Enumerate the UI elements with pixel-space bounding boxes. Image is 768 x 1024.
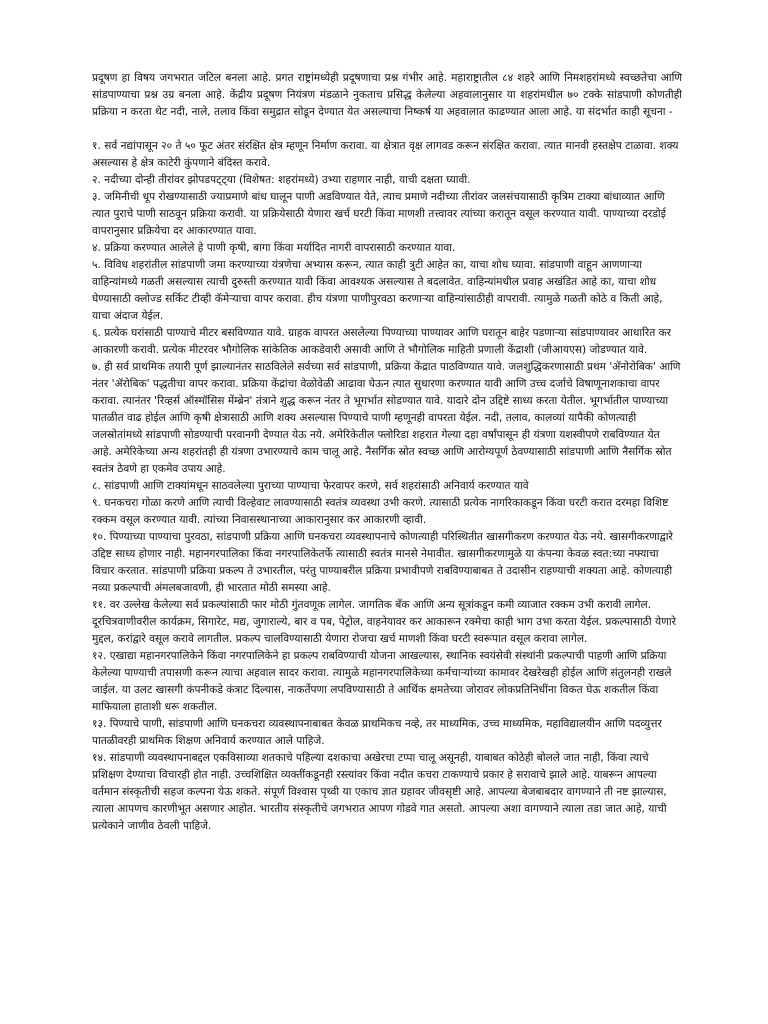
suggestion-item: १०. पिण्याच्या पाण्याचा पुरवठा, सांडपाणी प्रक्रिया आणि घनकचरा व्यवस्थापनाचे कोणत्याही परिस्थितीत खासगीकरण करण्यात येऊ नये. खासगीकरणाद्वारे उद्दिष्ट साध्य होणार नाही. महानगरपालिका किंवा नगरपालिकेतर्फे त्यासाठी स्वतंत्र मानसे नेमावीत. खासगीकरणामुळे या कंपन्या केवळ स्वत:च्या नफ्याचा विचार करतात. सांडपाणी प्रक्रिया प्रकल्प ते उभारतील, परंतु पाण्याबरील प्रक्रिया प्रभावीपणे राबविण्याबाबत ते उदासीन राहण्याची शक्यता आहे. कोणत्याही नव्या प्रकल्पाची अंमलबजावणी, ही भारतात मोठी समस्या आहे. [92,531,673,594]
suggestion-item: ८. सांडपाणी आणि टाक्यांमधून साठवलेल्या पुराच्या पाण्याचा फेरवापर करणे, सर्व शहरांसाठी अनिवार्य करण्यात यावे [92,480,529,492]
suggestion-item: १३. पिण्याचे पाणी, सांडपाणी आणि घनकचरा व्यवस्थापनाबाबत केवळ प्राथमिकच नव्हे, तर माध्यमिक, उच्च माध्यमिक, महाविद्यालयीन आणि पदव्युत्तर पातळीवरही प्राथमिक शिक्षण अनिवार्य करण्यात आले पाहिजे. [92,718,662,747]
document-page [92,70,682,835]
suggestion-item: ६. प्रत्येक घरांसाठी पाण्याचे मीटर बसविण्यात यावे. ग्राहक वापरत असलेल्या पिण्याच्या पाण्यावर आणि घरातून बाहेर पडणाऱ्या सांडपाण्यावर आधारित कर आकारणी करावी. प्रत्येक मीटरवर भौगोलिक सांकेतिक आकडेवारी असावी आणि ते भौगोलिक माहिती प्रणाली केंद्राशी (जीआयएस) जोडण्यात यावे. [92,327,672,356]
suggestion-item: १४. सांडपाणी व्यवस्थापनाबद्दल एकविसाव्या शतकाचे पहिल्या दशकाचा अखेरचा टप्पा चालू असूनही, याबाबत कोठेही बोलले जात नाही, किंवा त्याचे प्रशिक्षण देण्याचा विचारही होत नाही. उच्चशिक्षित व्यक्तींकडूनही रस्त्यांवर किंवा नदीत कचरा टाकण्याचे प्रकार हे सरावाचे झाले आहे. याबरून आपल्या वर्तमान संस्कृतीची सहज कल्पना येऊ शकते. संपूर्ण विश्वास पृथ्वी या एकाच ज्ञात ग्रहावर जीवसृष्टी आहे. आपल्या बेजबाबदार वागण्याने ती नष्ट झाल्यास, त्याला आपणच कारणीभूत असणार आहोत. भारतीय संस्कृतीचे जगभरात आपण गोडवे गात असतो. आपल्या अशा वागण्याने त्याला तडा जात आहे, याची प्रत्येकाने जाणीव ठेवली पाहिजे. [92,752,667,832]
suggestion-item: ३. जमिनीची धूप रोखण्यासाठी ज्याप्रमाणे बांध घालून पाणी अडविण्यात येते, त्याच प्रमाणे नदीच्या तीरांवर जलसंचयासाठी कृत्रिम टाक्या बांधाव्यात आणि त्यात पुराचे पाणी साठवून प्रक्रिया करावी. या प्रक्रियेसाठी येणारा खर्च घरटी किंवा माणशी तत्त्वावर त्यांच्या करातून वसूल करण्यात यावी. पाण्याच्या दरडोई वापरानुसार प्रक्रियेचा दर आकारण्यात यावा. [92,191,666,237]
suggestions-list [92,138,682,835]
suggestion-item: ७. ही सर्व प्राथमिक तयारी पूर्ण झाल्यानंतर साठविलेले सर्वच्या सर्व सांडपाणी, प्रक्रिया केंद्रात पाठविण्यात यावे. जलशुद्धिकरणासाठी प्रथम 'ॲनोरोबिक' आणि नंतर 'ॲरोबिक' पद्धतीचा वापर करावा. प्रक्रिया केंद्रांचा वेळोवेळी आढावा घेऊन त्यात सुधारणा करण्यात यावी आणि उच्च दर्जाचे विषाणूनाशकाचा वापर करावा. त्यानंतर 'रिव्हर्स ऑस्मॉसिस मेंम्ब्रेन' तंत्राने शुद्ध करून नंतर ते भूगर्भात सोडण्यात यावे. यादारे दोन उद्दिष्टे साध्य करता येतील. भूगर्भातील पाण्याच्या पातळीत वाढ होईल आणि कृषी क्षेत्रासाठी आणि शक्य असल्यास पिण्याचे पाणी म्हणूनही वापरता येईल. नदी, तलाव, कालव्यां यापैकी कोणत्याही जलस्रोतांमध्ये सांडपाणी सोडण्याची परवानगी देण्यात येऊ नये. अमेरिकेतील फ्लोरिडा शहरात गेल्या दहा वर्षांपासून ही यंत्रणा यशस्वीपणे राबविण्यात येत आहे. अमेरिकेच्या अन्य शहरांतही ही यंत्रणा उभारण्याचे काम चालू आहे. नैसर्गिक स्रोत स्वच्छ आणि आरोग्यपूर्ण ठेवण्यासाठी सांडपाणी आणि नैसर्गिक स्रोत स्वतंत्र ठेवणे हा एकमेव उपाय आहे. [92,361,681,475]
suggestion-item: १२. एखाद्या महानगरपालिकेने किंवा नगरपालिकेने हा प्रकल्प राबविण्याची योजना आखल्यास, स्थानिक स्वयंसेवी संस्थांनी प्रकल्पाची पाहणी आणि प्रक्रिया केलेल्या पाण्याची तपासणी करून त्याचा अहवाल सादर करावा. त्यामुळे महानगरपालिकेच्या कर्मचाऱ्यांच्या कामावर देखरेखही होईल आणि संतुलनही राखले जाईल. या उलट खासगी कंपनीकडे कंत्राट दिल्यास, नाकर्तेपणा लपविण्यासाठी ते आर्थिक क्षमतेच्या जोरावर लोकप्रतिनिधींना विकत घेऊ शकतील किंवा माफियाला हाताशी धरू शकतील. [92,650,672,713]
intro-paragraph: प्रदूषण हा विषय जगभरात जटिल बनला आहे. प्रगत राष्ट्रांमध्येही प्रदूषणाचा प्रश्न गंभीर आहे. महाराष्ट्रातील ८४ शहरे आणि निमशहरांमध्ये स्वच्छतेचा आणि सांडपाण्याचा प्रश्न उग्र बनला आहे. केंद्रीय प्रदूषण नियंत्रण मंडळाने नुकताच प्रसिद्ध केलेल्या अहवालानुसार या शहरांमधील ७० टक्के सांडपाणी कोणतीही प्रक्रिया न करता थेट नदी, नाले, तलाव किंवा समुद्रात सोडून देण्यात येत असल्याचा निष्कर्ष या अहवालात काढण्यात आला आहे. या संदर्भात काही सूचना - [92,72,682,118]
suggestion-item: ९. घनकचरा गोळा करणे आणि त्याची विल्हेवाट लावण्यासाठी स्वतंत्र व्यवस्था उभी करणे. त्यासाठी प्रत्येक नागरिकाकडून किंवा घरटी करात दरमहा विशिष्ट रक्कम वसूल करण्यात यावी. त्यांच्या निवासस्थानाच्या आकारानुसार कर आकारणी व्हावी. [92,497,669,526]
suggestion-item: २. नदीच्या दोन्ही तीरांवर झोपडपट्ट्या (विशेषत: शहरांमध्ये) उभ्या राहणार नाही, याची दक्षता घ्यावी. [92,174,471,186]
suggestion-item: ११. वर उल्लेख केलेल्या सर्व प्रकल्पांसाठी फार मोठी गुंतवणूक लागेल. जागतिक बँक आणि अन्य सूत्रांकडून कमी व्याजात रक्कम उभी करावी लागेल. दूरचित्रवाणीवरील कार्यक्रम, सिगारेट, मद्य, जुगाराल्ये, बार व पब, पेट्रोल, वाहनेयावर कर आकारून रक्मेचा काही भाग उभा करता येईल. प्रकल्पासाठी येणारे मुद्दल, करांद्वारे वसूल करावे लागतील. प्रकल्प चालविण्यासाठी येणारा रोजचा खर्च माणशी किंवा घरटी स्वरूपात वसूल करावा लागेल. [92,599,676,645]
suggestion-item: ५. विविध शहरांतील सांडपाणी जमा करण्याच्या यंत्रणेचा अभ्यास करून, त्यात काही त्रुटी आहेत का, याचा शोध घ्यावा. सांडपाणी वाहून आणणाऱ्या वाहिन्यांमध्ये गळती असल्यास त्याची दुरुस्ती करण्यात यावी किंवा आवश्यक असल्यास ते बदलावेत. वाहिन्यांमधील प्रवाह अखंडित आहे का, याचा शोध घेण्यासाठी क्लोज्ड सर्किट टीव्ही कॅमेऱ्याचा वापर करावा. हीच यंत्रणा पाणीपुरवठा करणाऱ्या वाहिन्यांसाठीही वापरावी. त्यामुळे गळती कोठे व किती आहे, याचा अंदाज येईल. [92,259,663,322]
suggestion-item: १. सर्व नद्यांपासून २० ते ५० फूट अंतर संरक्षित क्षेत्र म्हणून निर्माण करावा. या क्षेत्रात वृक्ष लागवड करून संरक्षित करावा. त्यात मानवी हस्तक्षेप टाळावा. शक्य असल्यास हे क्षेत्र काटेरी कुंपणाने बंदिस्त करावे. [92,140,679,169]
suggestion-item: ४. प्रक्रिया करण्यात आलेले हे पाणी कृषी, बागा किंवा मर्यादित नागरी वापरासाठी करण्यात यावा. [92,242,456,254]
